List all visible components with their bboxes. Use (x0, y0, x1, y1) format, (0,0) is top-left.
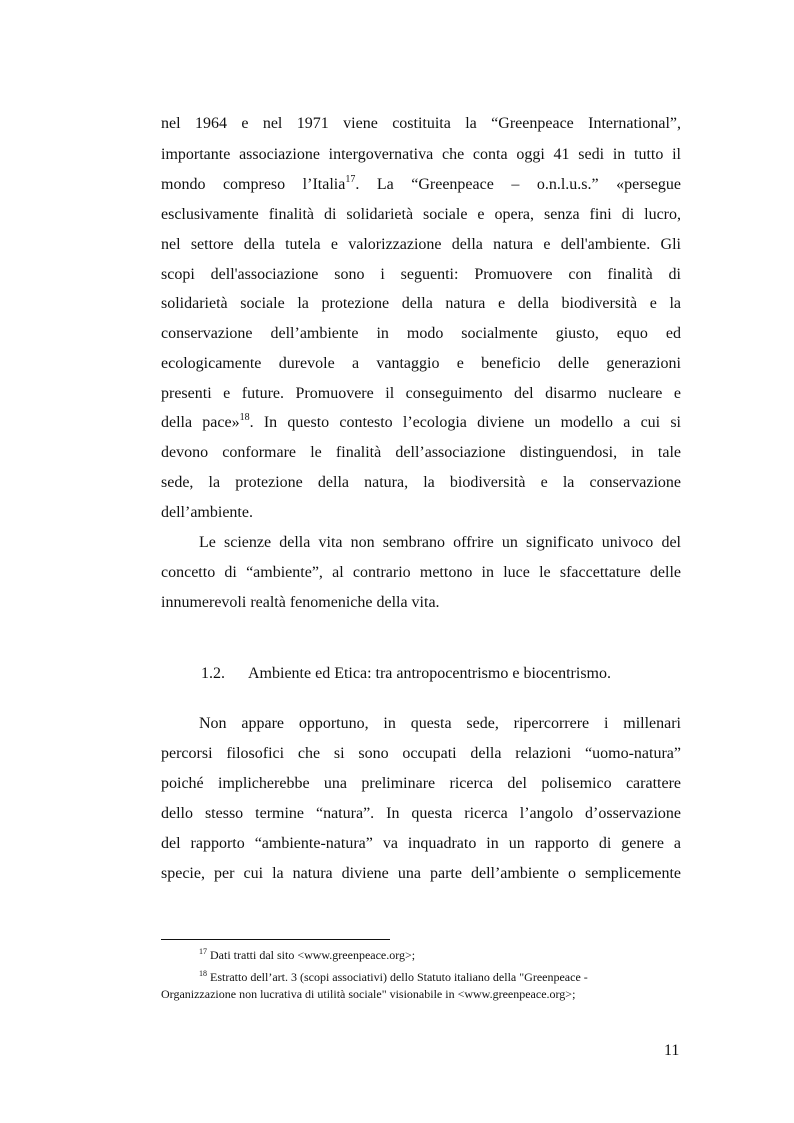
section-heading (201, 664, 611, 684)
text-line: Le scienze della vita non sembrano offrire un significato univoco del (199, 534, 681, 551)
text-line: scopi dell'associazione sono i seguenti: Promuovere con finalità di (161, 266, 681, 283)
text-span: . La “Greenpeace – o.n.l.u.s.” «persegue (355, 176, 681, 193)
text-line: solidarietà sociale la protezione della natura e della biodiversità e la (161, 295, 681, 312)
text-line: dell’ambiente. (161, 504, 253, 521)
section-number: 1.2. (201, 665, 225, 682)
footnote-text: Estratto dell’art. 3 (scopi associativi) dello Statuto italiano della "Greenpeace - (210, 970, 588, 984)
text-line: ecologicamente durevole a vantaggio e beneficio delle generazioni (161, 355, 681, 372)
text-line: Non appare opportuno, in questa sede, ripercorrere i millenari (199, 715, 681, 732)
text-line (161, 413, 681, 433)
section-title: Ambiente ed Etica: tra antropocentrismo e biocentrismo. (248, 665, 611, 682)
text-span: . In questo contesto l’ecologia diviene un modello a cui si (249, 414, 681, 431)
footnote-17 (199, 947, 681, 963)
text-line: concetto di “ambiente”, al contrario mettono in luce le sfaccettature delle (161, 564, 681, 581)
text-line (161, 175, 681, 195)
footnote-18 (199, 969, 681, 985)
footnote-ref-18[interactable]: 18 (239, 412, 250, 423)
text-line: presenti e future. Promuovere il conseguimento del disarmo nucleare e (161, 385, 681, 402)
footnote-18-continued: Organizzazione non lucrativa di utilità sociale" visionabile in <www.greenpeace.org>; (161, 987, 576, 1001)
text-line: percorsi filosofici che si sono occupati della relazioni “uomo-natura” (161, 745, 681, 762)
text-line: specie, per cui la natura diviene una parte dell’ambiente o semplicemente (161, 865, 681, 882)
text-line: esclusivamente finalità di solidarietà sociale e opera, senza fini di lucro, (161, 206, 681, 223)
page-number: 11 (664, 1042, 680, 1059)
text-line: innumerevoli realtà fenomeniche della vita. (161, 594, 440, 611)
footnote-ref-17[interactable]: 17 (345, 174, 356, 185)
text-line: dello stesso termine “natura”. In questa ricerca l’angolo d’osservazione (161, 805, 681, 822)
footnote-text: Dati tratti dal sito <www.greenpeace.org>; (210, 948, 416, 962)
text-line: conservazione dell’ambiente in modo socialmente giusto, equo ed (161, 325, 681, 342)
text-line: del rapporto “ambiente-natura” va inquadrato in un rapporto di genere a (161, 835, 681, 852)
text-span: mondo compreso l’Italia (161, 176, 346, 193)
footnote-number: 17 (199, 947, 207, 956)
text-line: importante associazione intergovernativa che conta oggi 41 sedi in tutto il (161, 146, 681, 163)
footnote-separator (161, 939, 390, 940)
text-line: poiché implicherebbe una preliminare ricerca del polisemico carattere (161, 775, 681, 792)
text-line: devono conformare le finalità dell’associazione distinguendosi, in tale (161, 444, 681, 461)
text-line: sede, la protezione della natura, la biodiversità e la conservazione (161, 474, 681, 491)
text-line: nel 1964 e nel 1971 viene costituita la “Greenpeace International”, (161, 115, 681, 132)
text-span: della pace» (161, 414, 240, 431)
footnote-number: 18 (199, 969, 207, 978)
text-line: nel settore della tutela e valorizzazione della natura e dell'ambiente. Gli (161, 236, 681, 253)
